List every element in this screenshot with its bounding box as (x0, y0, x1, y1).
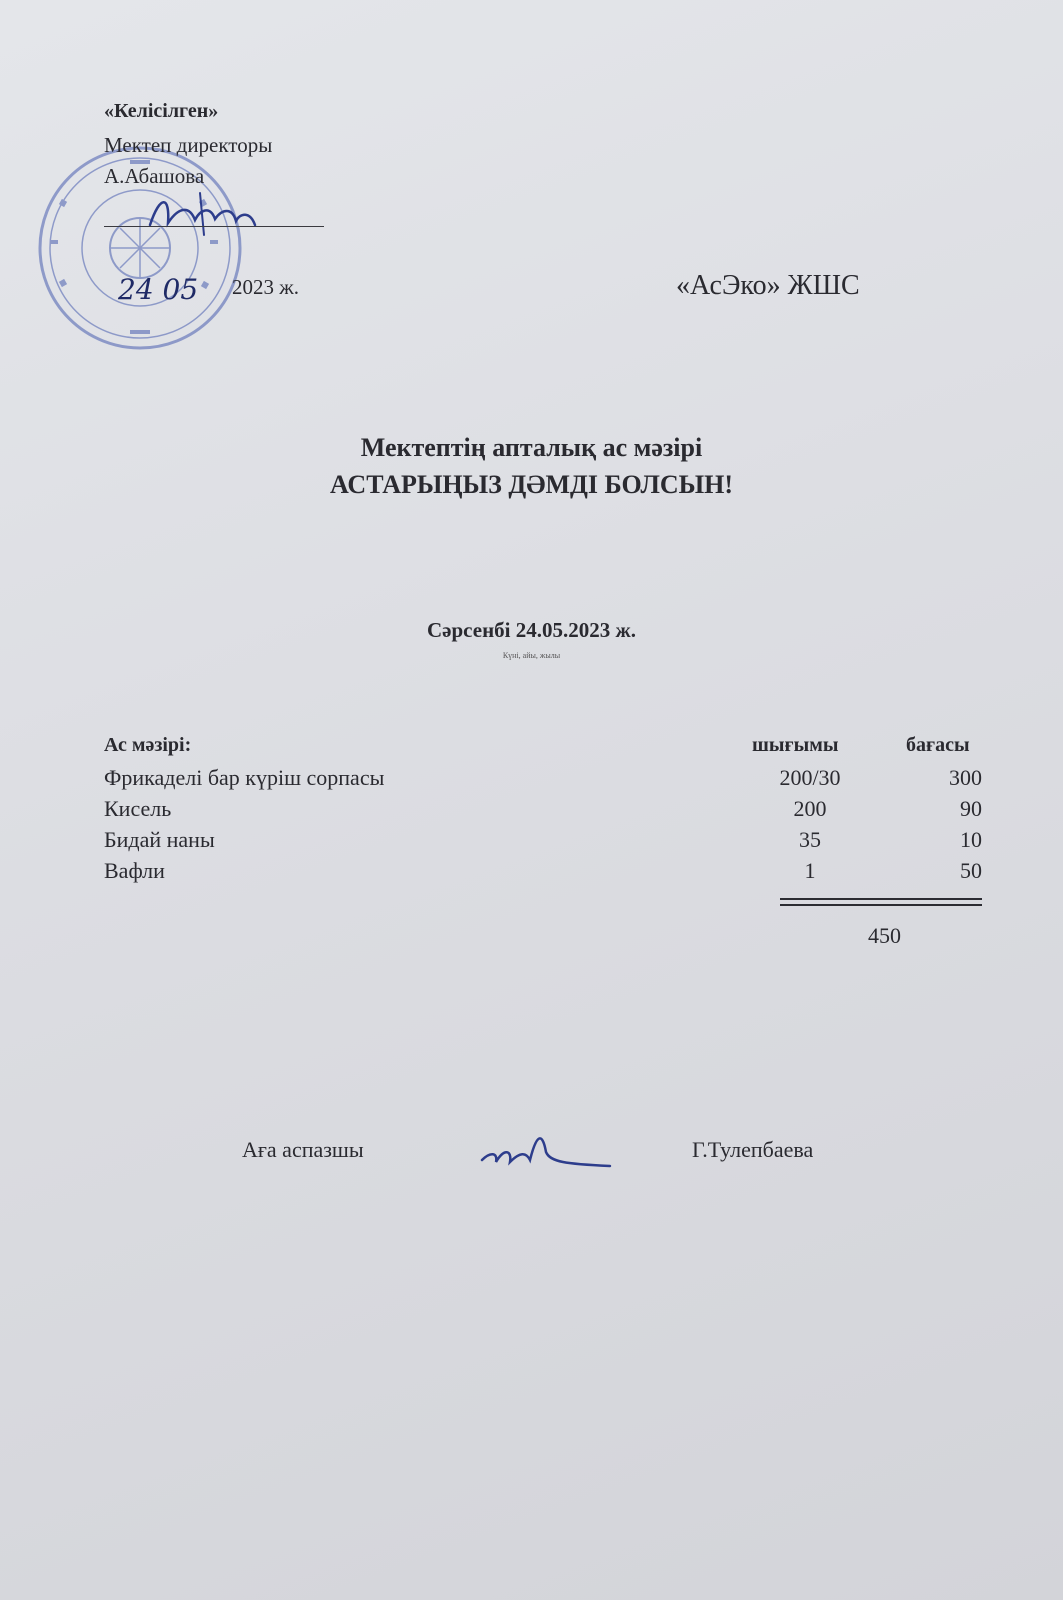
menu-item-price: 50 (960, 858, 982, 883)
total-rule-bottom (780, 904, 982, 906)
total-rule-top (780, 898, 982, 900)
chef-name: Г.Тулепбаева (692, 1137, 814, 1162)
svg-text:24 05: 24 05 (118, 273, 199, 306)
menu-item-output: 1 (804, 858, 816, 883)
menu-header-label: Ас мәзірі: (104, 734, 192, 756)
approval-heading: «Келісілген» (104, 100, 219, 122)
menu-day-caption: Күні, айы, жылы (502, 651, 561, 660)
menu-item-output: 200/30 (779, 765, 841, 790)
menu-item-price: 90 (960, 796, 982, 821)
menu-total: 450 (868, 923, 901, 948)
menu-item-price: 300 (949, 765, 982, 790)
menu-item-name: Бидай наны (104, 827, 215, 852)
approval-date (104, 275, 299, 300)
director-name: А.Абашова (104, 164, 205, 188)
document-slogan: АСТАРЫҢЫЗ ДӘМДІ БОЛСЫН! (329, 470, 734, 499)
menu-item-name: Вафли (104, 858, 165, 883)
menu-header-price: бағасы (906, 734, 970, 756)
chef-signature (476, 1122, 616, 1172)
menu-item-output: 200 (793, 796, 827, 821)
menu-item-output: 35 (799, 827, 821, 852)
menu-day: Сәрсенбі 24.05.2023 ж. (427, 618, 636, 642)
menu-item-name: Кисель (104, 796, 172, 821)
document-title: Мектептің апталық ас мәзірі (360, 433, 703, 462)
chef-role: Аға аспазшы (242, 1137, 364, 1162)
menu-item-name: Фрикаделі бар күріш сорпасы (104, 765, 385, 790)
menu-item-price: 10 (960, 827, 982, 852)
date-suffix: 2023 ж. (232, 275, 300, 299)
signature-line (104, 226, 324, 227)
menu-header-output: шығымы (752, 734, 839, 756)
director-signature (140, 185, 260, 245)
company-name: «АсЭко» ЖШС (676, 270, 860, 301)
director-role: Мектеп директоры (104, 133, 273, 157)
